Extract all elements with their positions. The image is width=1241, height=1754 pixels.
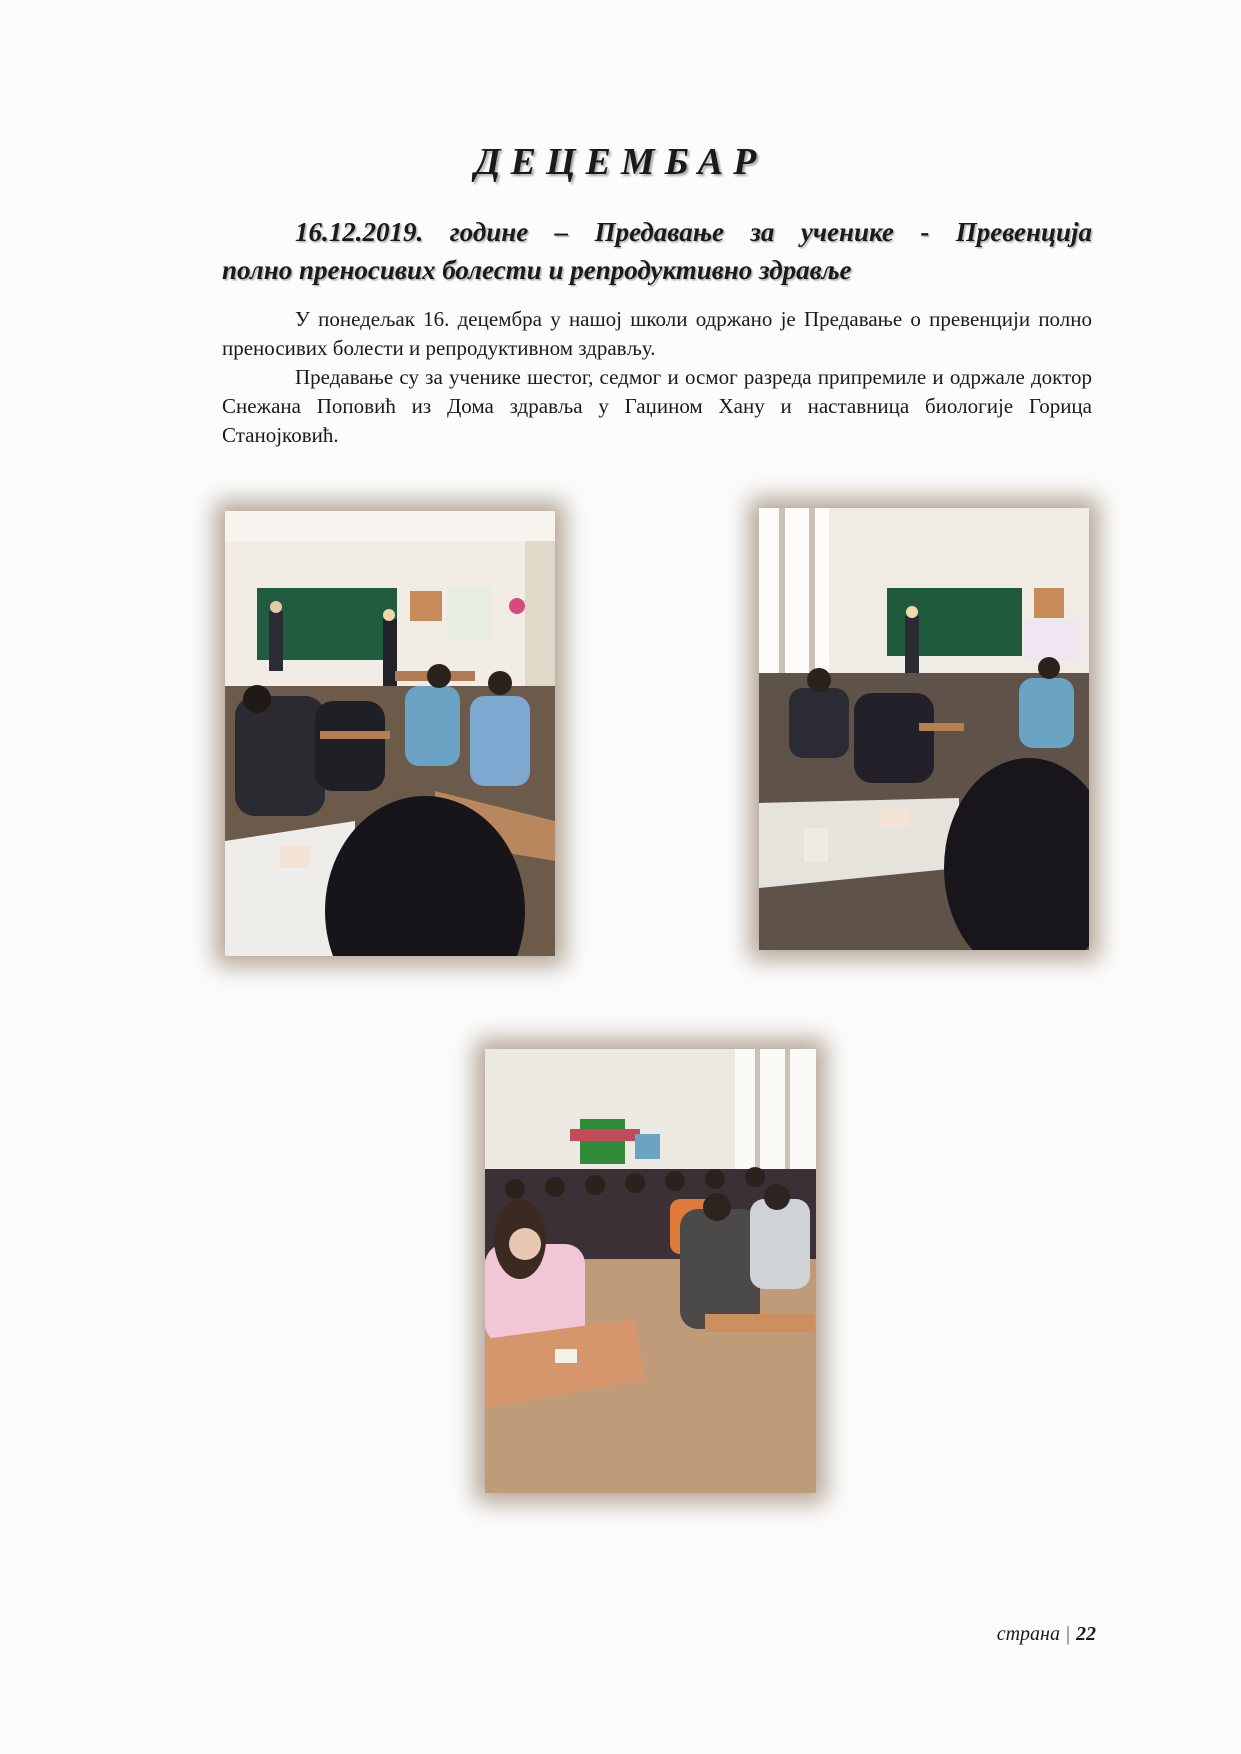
page-number: 22 [1076, 1623, 1096, 1645]
footer-separator: | [1065, 1623, 1070, 1645]
classroom-photo-lecture-side [759, 508, 1089, 950]
event-title-line-1: 16.12.2019. године – Предавање за ученике - Превенција [295, 217, 1092, 247]
page-label: страна [996, 1623, 1060, 1645]
classroom-photo-students [485, 1049, 816, 1493]
classroom-photo-illustration [225, 511, 555, 956]
event-title-line-2: полно преносивих болести и репродуктивно здравље [222, 255, 852, 285]
classroom-photo-lecture-front [225, 511, 555, 956]
paragraph-1: У понедељак 16. децембра у нашој школи одржано је Предавање о превенцији полно преносивих болести и репродуктивном здрављу. [222, 307, 1092, 360]
classroom-photo-illustration [759, 508, 1089, 950]
paragraph-2: Предавање су за ученике шестог, седмог и осмог разреда припремиле и одржале доктор Снежана Поповић из Дома здравља у Гаџином Хану и наставница биологије Горица Станојковић. [222, 365, 1092, 447]
classroom-photo-illustration [485, 1049, 816, 1493]
event-description [222, 305, 1092, 450]
page-footer [997, 1623, 1096, 1646]
month-heading: ДЕЦЕМБАР [474, 141, 767, 183]
event-title [222, 213, 1092, 289]
